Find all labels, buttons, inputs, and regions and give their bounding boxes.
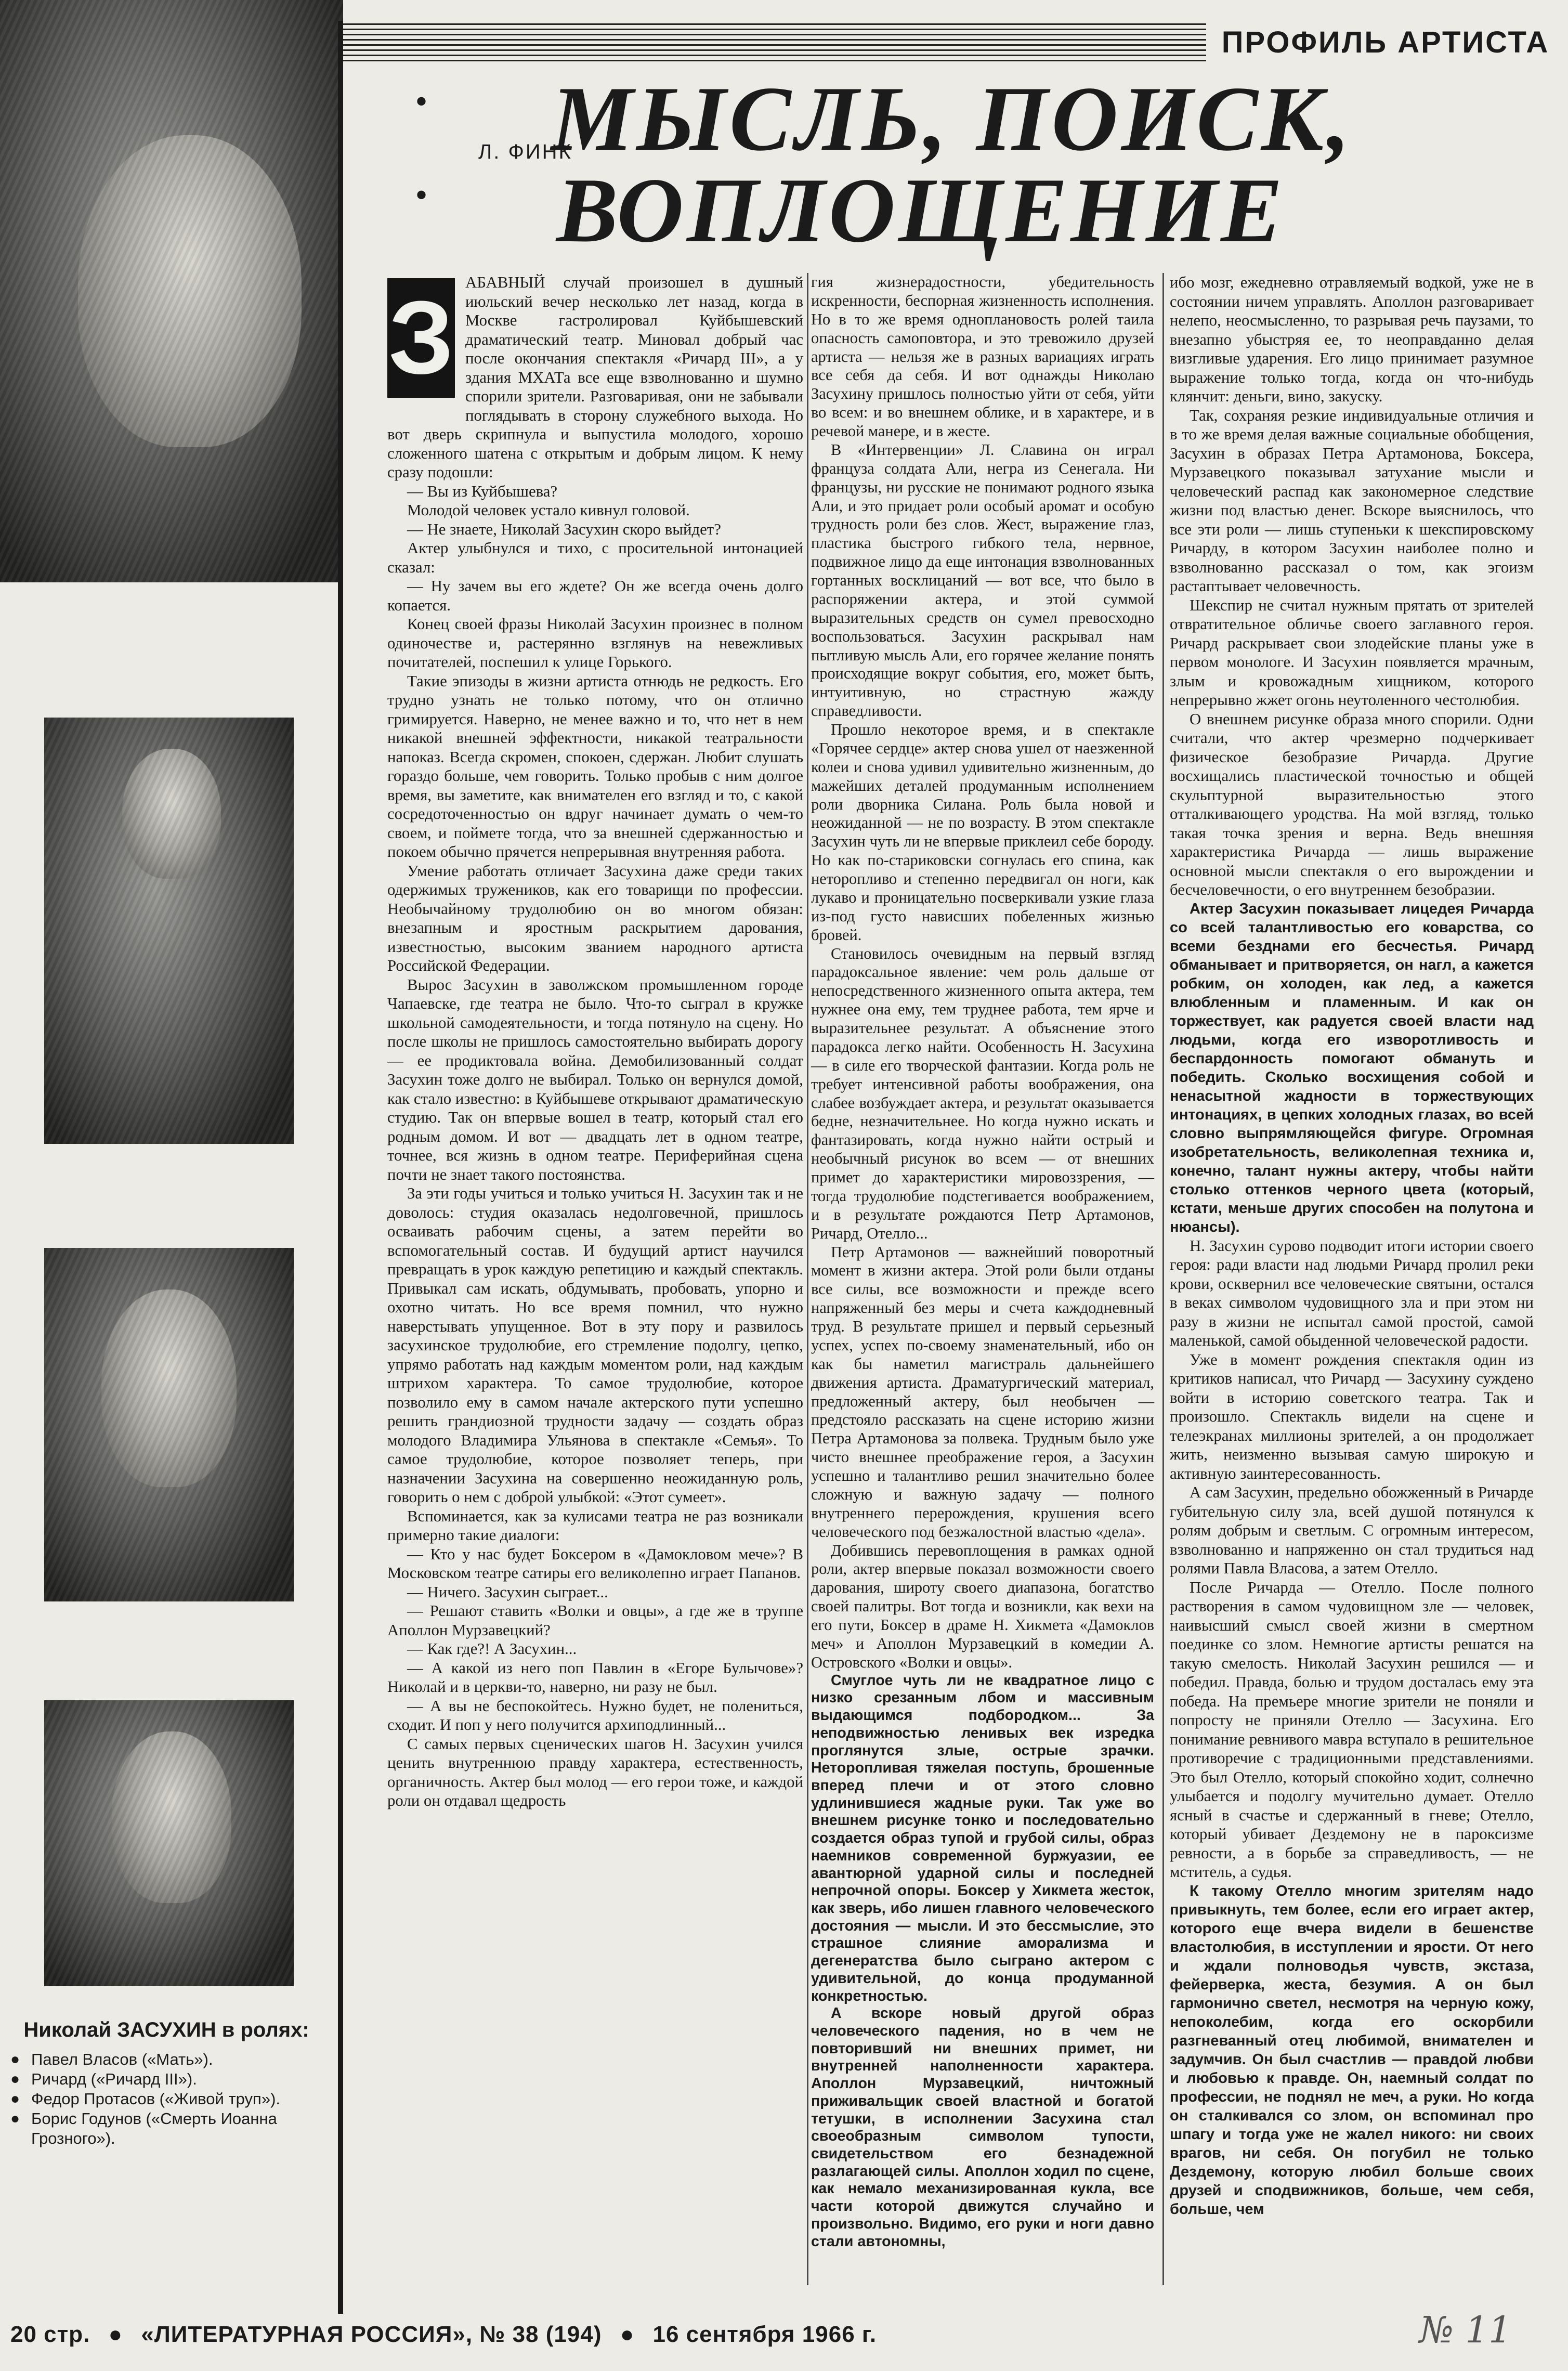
article-paragraph: О внешнем рисунке образа много спорили. Одни считали, что актер чрезмерно подчеркивает физическое безобразие Ричарда. Другие восхищались пластической точностью и общей скульптурной выразительностью этого отталкивающего уродства. На мой взгляд, только такая точка зрения и верна. Ведь внешняя характеристика Ричарда — лишь выражение основной мысли спектакля о его вырождении и бесчеловечности, о его внутреннем безобразии. [1170, 710, 1534, 898]
article-column-2 [811, 273, 1154, 2250]
article-paragraph: Петр Артамонов — важнейший поворотный момент в жизни актера. Этой роли были отданы все силы, все возможности и прежде всего напряженный без меры и счета каждодневный труд. В результате пришел и первый серьезный успех, успех по-своему знаменательный, ибо он как бы наметил магистраль дальнейшего движения артиста. Драматургический материал, предложенный актеру, был необычен — предстояло рассказать на сцене историю жизни Петра Артамонова за полвека. Трудным было уже чисто внешнее преображение героя, а Засухин успешно и талантливо решил значительно более сложную и важную задачу — полного внутреннего перерождения, крушения всего человеческого под безжалостной властью «дела». [811, 1243, 1154, 1541]
caption-title: Николай ЗАСУХИН в ролях: [23, 2018, 309, 2041]
article-paragraph: Добившись перевоплощения в рамках одной роли, актер впервые показал возможности своего дарования, широту своего диапазона, богатство своей палитры. Вот тогда и возникли, как вехи на его пути, Боксер в драме Н. Хикмета «Дамоклов меч» и Аполлон Мурзавецкий в комедии А. Островского «Волки и овцы». [811, 1541, 1154, 1671]
article-paragraph: Становилось очевидным на первый взгляд парадоксальное явление: чем роль дальше от непосредственного жизненного опыта актера, тем нужнее она ему, тем труднее работа, тем ярче и выразительнее результат. А объяснение этого парадокса легко найти. Особенность Н. Засухина — в силе его творческой фантазии. Когда роль не требует интенсивной работы воображения, она слабее возбуждает актера, и результат оказывается бедне, незначительнее. Но когда нужно искать и фантазировать, когда нужно найти острый и необычный рисунок во всем — от внешних примет до характеристики мировоззрения, — тогда трудолюбие подстегивается воображением, и в результате рождаются Петр Артамонов, Ричард, Отелло... [811, 944, 1154, 1242]
caption-role-item: ● Ричард («Ричард III»). [10, 2069, 322, 2089]
article-paragraph: гия жизнерадостности, убедительность искренности, беспорная жизненность исполнения. Но в то же время одноплановость ролей таила опасность самоповтора, и это тревожило друзей артиста — нельзя же в разных вариациях играть все себя да себя. И вот однажды Николаю Засухину пришлось полностью уйти от себя, уйти во всем: и во внешнем облике, и в характере, и в речевой манере, и в жесте. [811, 273, 1154, 440]
article-paragraph: К такому Отелло многим зрителям надо привыкнуть, тем более, если его играет актер, которого еще вчера видели в бешенстве властолюбия, в исступлении и ярости. От него и ждали полноводья чувств, экстаза, фейерверка, жеста, безумия. А он был гармонично светел, несмотря на черную кожу, непоколебим, когда его оскорбили разгневанный отец любимой, внимателен и задумчив. Он был счастлив — правдой любви и любовью к правде. Он, наемный солдат по профессии, не поднял не меч, а руки. Но когда он сталкивался со злом, он вспоминал про шпагу и тогда уже не жалел никого: ни своих врагов, ни себя. Он погубил не только Дездемону, которую любил больше своих друзей и сподвижников, больше, чем себя, больше, чем [1170, 1882, 1534, 2218]
vertical-rule [338, 21, 343, 2314]
article-column-3 [1170, 273, 1534, 2219]
article-paragraph: — Вы из Куйбышева? [407, 482, 558, 500]
article-paragraph: — Решают ставить «Волки и овцы», а где же в труппе Аполлон Мурзавецкий? [387, 1602, 803, 1639]
article-paragraph: — Ну зачем вы его ждете? Он же всегда очень долго копается. [387, 577, 803, 614]
article-paragraph: Уже в момент рождения спектакля один из критиков написал, что Ричард — Засухину суждено войти в историю советского театра. Так и произошло. Спектакль видели на сцене и телеэкранах миллионы зрителей, а он продолжает жить, неизменно вызывая самую широкую и активную заинтересованность. [1170, 1350, 1534, 1482]
handwritten-mark: № 11 [1419, 2309, 1512, 2351]
footer-page-number: 20 стр. [10, 2322, 90, 2347]
article-paragraph: Шекспир не считал нужным прятать от зрителей отвратительное обличье своего заглавного героя. Ричард раскрывает свои злодейские планы уже в первом монологе. И Засухин появляется мрачным, злым и кровожадным хищником, которого непрерывно жжет огонь неутоленного честолюбия. [1170, 596, 1534, 709]
article-paragraph: АБАВНЫЙ случай произошел в душный июльский вечер несколько лет назад, когда в Москве гастролировал Куйбышевский драматический театр. Миновал добрый час после окончания спектакля «Ричард III», а у здания МХАТа все еще взволнованно и шумно спорили зрители. Разговаривая, они не забывали поглядывать в сторону служебного выхода. Но вот дверь скрипнула и выпустила молодого, хорошо сложенного шатена с открытым и добрым лицом. К нему сразу подошли: [387, 273, 803, 481]
article-headline [551, 67, 1560, 262]
footer-paper-name: «ЛИТЕРАТУРНАЯ РОССИЯ», № 38 (194) [141, 2322, 602, 2347]
headline-line-1: МЫСЛЬ, ПОИСК, [551, 67, 1354, 170]
role-photo-vlasov [44, 1248, 294, 1601]
article-paragraph: — Кто у нас будет Боксером в «Дамокловом мече»? В Московском театре сатиры его великолепно играет Папанов. [387, 1545, 803, 1582]
article-paragraph: Конец своей фразы Николай Засухин произнес в полном одиночестве и, растерянно взглянув на невежливых почитателей, поспешил к улице Горького. [387, 615, 803, 671]
footer-bullet: ● [108, 2322, 123, 2347]
article-paragraph: В «Интервенции» Л. Славина он играл француза солдата Али, негра из Сенегала. Ни французы, ни русские не понимают родного языка Али, и это придает роли особый аромат и особую трудность роли без слов. Жест, выражение глаз, пластика быстрого гибкого тела, нервное, подвижное лицо да еще интонация взволнованных гортанных восклицаний — вот все, что было в распоряжении актера, и этой суммой выразительных средств он сумел превосходно воспользоваться. Засухин раскрывал нам пытливую мысль Али, его горячее желание понять происходящие вокруг события, его, может быть, интуитивную, но страстную жажду справедливости. [811, 440, 1154, 720]
article-paragraph: После Ричарда — Отелло. После полного растворения в самом чудовищном зле — человек, наивысший смысл своей жизни в смертном поединке со злом. Немногие артисты решатся на такую смелость. Николай Засухин решился — и победил. Правда, болью и трудом досталась ему эта победа. На премьере многие зрители не поняли и попросту не приняли Отелло — Засухина. Его понимание ревнивого мавра вступало в решительное противоречие с традиционными представлениями. Это был Отелло, который спокойно ходит, солнечно улыбается и подолгу мучительно думает. Отелло ясный в счастье и сдержанный в гневе; Отелло, который убивает Дездемону не в пароксизме ревности, а в борьбе за справедливость, — не мститель, а судья. [1170, 1578, 1534, 1881]
article-paragraph: Так, сохраняя резкие индивидуальные отличия и в то же время делая важные социальные обобщения, Засухин в образах Петра Артамонова, Боксера, Мурзавецкого показывал затухание мысли и человеческий распад как закономерное следствие жизни под властью денег. Вскоре выяснилось, что все эти роли — лишь ступеньки к шекспировскому Ричарду, в котором Засухин наиболее полно и взволнованно рассказал о том, как эгоизм растаптывает человечность. [1170, 406, 1534, 595]
article-paragraph: — Не знаете, Николай Засухин скоро выйдет? [407, 520, 721, 538]
article-paragraph: Прошло некоторое время, и в спектакле «Горячее сердце» актер снова ушел от наезженной колеи и снова удивил удивительно жизненным, до мажейших деталей продуманным исполнением роли дворника Силана. Роль была новой и неожиданной — не по возрасту. В этом спектакле Засухин чуть ли не впервые приклеил себе бороду. Но как по-стариковски согнулась его спина, как неторопливо и степенно передвигал он ноги, как лукаво и проницательно посверкивали узкие глаза из-под густо нависших побеленных жизнью бровей. [811, 721, 1154, 944]
article-paragraph: А вскоре новый другой образ человеческого падения, но в чем не повторивший ни внешних примет, ни внутренней наполненности характера. Аполлон Мурзавецкий, ничтожный приживальщик своей властной и богатой тетушки, в исполнении Засухина стал своеобразным символом тупости, свидетельством его безнадежной разлагающей силы. Аполлон ходил по сцене, как немало механизированная кукла, все части которой движутся случайно и произвольно. Видимо, его руки и ноги давно стали автономны, [811, 2005, 1154, 2250]
article-paragraph: — Как где?! А Засухин... [407, 1640, 577, 1658]
caption-role-item: ● Павел Власов («Мать»). [10, 2050, 322, 2069]
article-column-1 [387, 273, 803, 1810]
column-rule [1162, 273, 1164, 2285]
article-paragraph: — А вы не беспокойтесь. Нужно будет, не полениться, сходит. И поп у него получится архиподлинный... [387, 1697, 803, 1734]
role-photo-godunov [44, 1700, 294, 1986]
caption-role-list [10, 2050, 322, 2148]
article-paragraph: За эти годы учиться и только учиться Н. Засухин так и не доволось: студия оказалась недолговечной, пришлось осваивать рабочим сцены, а затем перейти во вспомогательный состав. И будущий артист научился превращать в урок каждую репетицию и каждый спектакль. Привыкал сам искать, обдумывать, пробовать, упорно и охотно читать. Но все время помнил, что нужно наверстывать упущенное. Вот в эту пору и развилось засухинское трудолюбие, его стремление подолгу, цепко, упрямо работать над каждым моментом роли, над каждым штрихом характера. То самое трудолюбие, которое позволило ему в самом начале актерского пути успешно решить грандиозной трудности задачу — создать образ молодого Владимира Ульянова в спектакле «Семья». То самое трудолюбие, которое позволяет теперь, при назначении Засухина на совершенно неожиданную роль, говорить о нем с доброй улыбкой: «Этот сумеет». [387, 1184, 803, 1506]
caption-role-item: ● Федор Протасов («Живой труп»). [10, 2089, 322, 2109]
article-paragraph: Умение работать отличает Засухина даже среди таких одержимых тружеников, как его товарищи по профессии. Необычайному трудолюбию он во многом обязан: внезапным и яростным раскрытием дарования, известностью, высоким званием народного артиста Российской Федерации. [387, 862, 803, 974]
article-paragraph: Молодой человек устало кивнул головой. [407, 501, 690, 519]
bullet-dots: • • [416, 84, 427, 212]
footer-bullet: ● [620, 2322, 635, 2347]
headline-line-2: ВОПЛОЩЕНИЕ [556, 159, 1286, 262]
article-paragraph: Н. Засухин сурово подводит итоги истории своего героя: ради власти над людьми Ричард пролил реки крови, осквернил все человеческие святыни, остался в веках символом чудовищного зла и при этом ни разу в жизни не испытал самой простой, самой маленькой, самой обыденной человеческой радости. [1170, 1236, 1534, 1349]
portrait-photo-top [0, 0, 343, 582]
article-paragraph: — Ничего. Засухин сыграет... [407, 1583, 608, 1601]
photo-caption [10, 2017, 322, 2148]
article-paragraph: Такие эпизоды в жизни артиста отнюдь не редкость. Его трудно узнать не только потому, что он отлично гримируется. Наверно, не менее важно и то, что нет в нем никакой внешней эффектности, никакой театральности напоказ. Всегда скромен, спокоен, сдержан. Любит слушать гораздо больше, чем говорить. Только пробыв с ним долгое время, вы заметите, как внимателен его взгляд и то, с какой сосредоточенностью он вдруг начинает думать о чем-то своем, и поймете тогда, что за внешней сдержанностью и покоем обычно прячется непрерывная внутренняя работа. [387, 672, 803, 861]
article-paragraph: Смуглое чуть ли не квадратное лицо с низко срезанным лбом и массивным выдающимся подбородком... За неподвижностью ленивых век изредка проглянутся злые, острые зрачки. Неторопливая тяжелая поступь, брошенные вперед плечи и от этого словно удлинившиеся жадные руки. Так уже во внешнем рисунке тонко и последовательно создается образ тупой и грубой силы, образ наемников современной буржуазии, ее авантюрной ударной силы и последней непрочной опоры. Боксер у Хикмета жесток, как зверь, ибо лишен главного человеческого достояния — мысли. И это бессмыслие, это страшное слияние аморализма и дегенератства было сыграно актером с удивительной, до конца продуманной конкретностью. [811, 1672, 1154, 2004]
column-rule [807, 273, 808, 2285]
header-rule-lines [343, 20, 1206, 61]
article-paragraph: Вспоминается, как за кулисами театра не раз возникали примерно такие диалоги: [387, 1507, 803, 1544]
article-paragraph: Вырос Засухин в заволжском промышленном городе Чапаевске, где театра не было. Что-то сыграл в кружке школьной самодеятельности, и тогда потянуло на сцену. Но после школы не пришлось самостоятельно выбирать дорогу — ее продиктовала война. Демобилизованный солдат Засухин тоже долго не выбирал. Только он вернулся домой, как стало известно: в Куйбышеве открывают драматическую студию. Так он впервые вошел в театр, который стал его родным домом. И вот — двадцать лет в одном театре, точнее, вся жизнь в одном театре. Периферийная сцена почти не знает такого постоянства. [387, 975, 803, 1183]
role-photo-richard [44, 718, 294, 1144]
page-footer [10, 2322, 1518, 2348]
drop-cap: З [387, 278, 455, 398]
author-byline: Л. ФИНК [478, 140, 572, 163]
article-paragraph: — А какой из него поп Павлин в «Егоре Булычове»? Николай и в церкви-то, наверно, ни разу не был. [387, 1659, 803, 1696]
caption-role-item: ● Борис Годунов («Смерть Иоанна Грозного»). [10, 2109, 322, 2148]
article-paragraph: С самых первых сценических шагов Н. Засухин учился ценить внутреннюю правду характера, естественность, органичность. Актер был молод — его герои тоже, и каждой роли он отдавал щедрость [387, 1735, 803, 1809]
article-paragraph: Актер улыбнулся и тихо, с просительной интонацией сказал: [387, 539, 803, 576]
section-rubric: ПРОФИЛЬ АРТИСТА [1221, 25, 1550, 59]
article-paragraph: А сам Засухин, предельно обожженный в Ричарде губительную силу зла, всей душой потянулся к ролям добрым и светлым. С огромным интересом, взволнованно и напряженно он стал трудиться над ролями Павла Власова, а затем Отелло. [1170, 1483, 1534, 1577]
footer-date: 16 сентября 1966 г. [652, 2322, 877, 2347]
article-paragraph: Актер Засухин показывает лицедея Ричарда со всей талантливостью его коварства, со всеми безднами его бесчестья. Ричард обманывает и притворяется, он нагл, а кажется робким, он холоден, как лед, а кажется влюбленным и пламенным. И как он торжествует, как радуется своей власти над людьми, когда его изворотливость и беспардонность помогают обмануть и победить. Сколько восхищения собой и ненасытной жадности в торжествующих интонациях, в цепких холодных глазах, во всей словно выпрямляющейся фигуре. Огромная изобретательность, великолепная техника и, конечно, талант нужны актеру, чтобы найти столько оттенков черного цвета (который, кстати, меньше других способен на полутона и нюансы). [1170, 900, 1534, 1235]
article-paragraph: ибо мозг, ежедневно отравляемый водкой, уже не в состоянии ничем управлять. Аполлон разговаривает нелепо, неосмысленно, то разрывая речь паузами, то внезапно убыстряя ее, то неоправданно делая визгливые ударения. Его лицо принимает разумное выражение только тогда, когда он что-нибудь клянчит: деньги, вино, закуску. [1170, 273, 1534, 405]
